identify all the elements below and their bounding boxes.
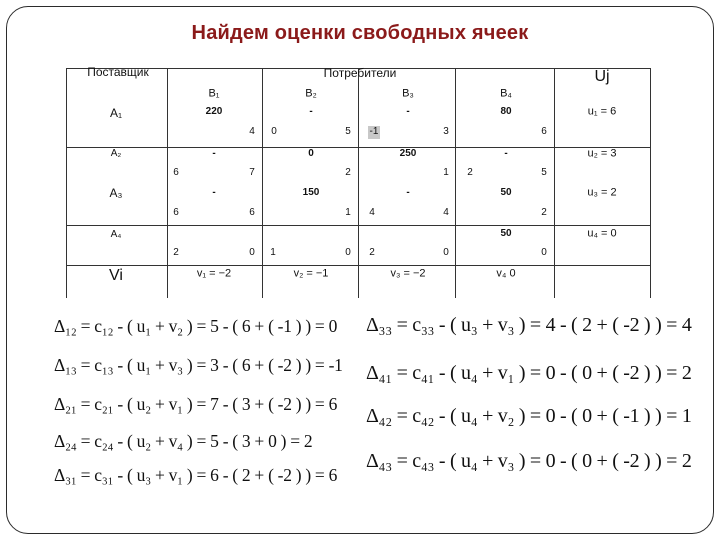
cell-a2-b2: 0 <box>308 148 314 159</box>
row-label-a3: A₃ <box>109 186 123 200</box>
formula-d43: Δ₄₃ = c₄₃ - ( u₄ + v₃ ) = 0 - ( 0 + ( -2 ) ) = 2 <box>366 450 692 472</box>
cell-a3-b2: 150 <box>302 187 320 198</box>
cost: 3 <box>443 126 449 137</box>
cost: 0 <box>271 126 277 137</box>
formula-d33: Δ₃₃ = c₃₃ - ( u₃ + v₃ ) = 4 - ( 2 + ( -2 ) ) = 4 <box>366 314 692 336</box>
cost: 6 <box>541 126 547 137</box>
cell-a1-b3: - <box>406 106 410 117</box>
cost: 7 <box>249 167 255 178</box>
row-label-a4: A₄ <box>110 229 122 240</box>
formula-d41: Δ₄₁ = c₄₁ - ( u₄ + v₁ ) = 0 - ( 0 + ( -2 ) ) = 2 <box>366 362 692 384</box>
transport-table <box>66 65 650 298</box>
row-label-a2: A₂ <box>110 148 122 159</box>
cost: 2 <box>345 167 351 178</box>
cost: 0 <box>249 247 255 258</box>
cell-a4-b4: 50 <box>500 228 512 239</box>
consumer-b1: B₁ <box>208 87 220 100</box>
cost: 5 <box>345 126 351 137</box>
header-consumers: Потребители <box>323 66 397 80</box>
cost: 1 <box>443 167 449 178</box>
cost: 4 <box>443 207 449 218</box>
cost: 6 <box>249 207 255 218</box>
cost: 2 <box>467 167 473 178</box>
formula-d24: Δ₂₄ = c₂₄ - ( u₂ + v₄ ) = 5 - ( 3 + 0 ) = 2 <box>54 431 313 451</box>
cell-a3-b3: - <box>406 187 410 198</box>
cell-a1-b4: 80 <box>500 106 512 117</box>
cost: 0 <box>345 247 351 258</box>
cost: 2 <box>369 247 375 258</box>
cost: 2 <box>541 207 547 218</box>
cost: 1 <box>345 207 351 218</box>
potential-v3: v₃ = −2 <box>390 267 426 280</box>
cost: 4 <box>369 207 375 218</box>
row-label-a1: A₁ <box>109 106 123 120</box>
cell-a2-b4: - <box>504 148 508 159</box>
formula-d42: Δ₄₂ = c₄₂ - ( u₄ + v₂ ) = 0 - ( 0 + ( -1 ) ) = 1 <box>366 405 692 427</box>
cell-a2-b1: - <box>212 148 216 159</box>
cell-a2-b3: 250 <box>399 148 417 159</box>
potential-u4: u₄ = 0 <box>587 227 617 240</box>
cell-a3-b1: - <box>212 187 216 198</box>
consumer-b3: B₃ <box>402 87 414 100</box>
formula-d31: Δ₃₁ = c₃₁ - ( u₃ + v₁ ) = 6 - ( 2 + ( -2 ) ) = 6 <box>54 465 338 485</box>
cell-a1-b2: - <box>309 106 313 117</box>
formula-d12: Δ₁₂ = c₁₂ - ( u₁ + v₂ ) = 5 - ( 6 + ( -1 ) ) = 0 <box>54 316 338 336</box>
v-row-label: Vi <box>109 267 123 284</box>
potential-u3: u₃ = 2 <box>587 186 617 199</box>
cost: 0 <box>541 247 547 258</box>
cost: 5 <box>541 167 547 178</box>
potential-v1: v₁ = −2 <box>196 267 232 280</box>
cost: 1 <box>270 247 276 258</box>
potential-v2: v₂ = −1 <box>293 267 329 280</box>
cost: 6 <box>173 207 179 218</box>
cost: 2 <box>173 247 179 258</box>
cost: 6 <box>173 167 179 178</box>
consumer-b4: B₄ <box>500 87 512 100</box>
cost: 0 <box>443 247 449 258</box>
cost: -1 <box>369 126 379 137</box>
consumer-b2: B₂ <box>305 87 317 100</box>
cost: 4 <box>249 126 255 137</box>
header-supplier: Поставщик <box>87 65 149 79</box>
potential-u1: u₁ = 6 <box>587 105 617 118</box>
formula-d21: Δ₂₁ = c₂₁ - ( u₂ + v₁ ) = 7 - ( 3 + ( -2 ) ) = 6 <box>54 394 338 414</box>
slide-title: Найдем оценки свободных ячеек <box>191 22 529 44</box>
potential-u2: u₂ = 3 <box>587 147 617 160</box>
cell-a1-b1: 220 <box>205 106 223 117</box>
potential-v4: v₄ 0 <box>496 267 516 280</box>
formula-d13: Δ₁₃ = c₁₃ - ( u₁ + v₃ ) = 3 - ( 6 + ( -2 ) ) = -1 <box>54 355 343 375</box>
cell-a3-b4: 50 <box>500 187 512 198</box>
header-potential-u: Uj <box>594 68 610 85</box>
